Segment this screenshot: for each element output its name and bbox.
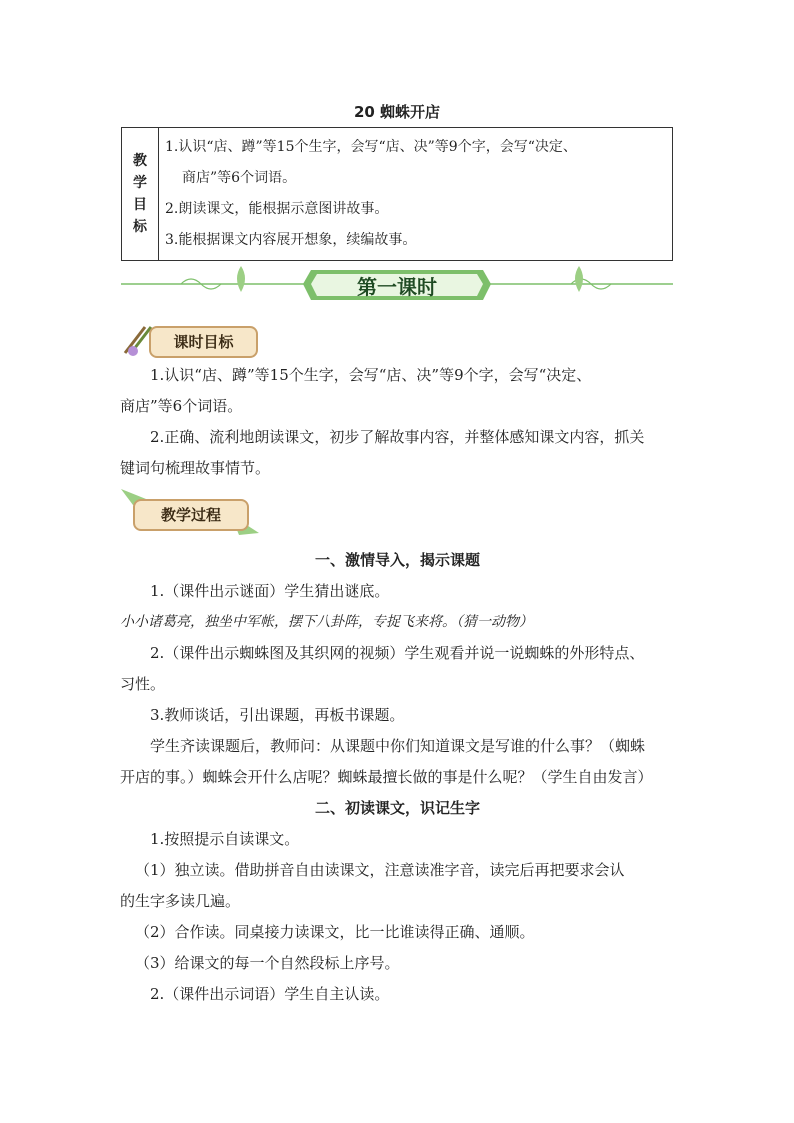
paragraph-line: 商店”等6个词语。 — [120, 397, 243, 415]
paragraph-line: （2）合作读。同桌接力读课文，比一比谁读得正确、通顺。 — [135, 923, 535, 941]
paragraph-line: （3）给课文的每一个自然段标上序号。 — [135, 954, 400, 972]
leaf-icon — [575, 266, 583, 292]
paragraph-line: 2.（课件出示词语）学生自主认读。 — [150, 985, 390, 1003]
lesson-title: 20 蜘蛛开店 — [353, 103, 441, 121]
goals-label-cell — [122, 128, 159, 261]
lesson-goals-badge — [121, 323, 256, 357]
goals-label-char: 教 — [133, 153, 147, 169]
goal-item: 商店”等6个词语。 — [182, 170, 297, 186]
lesson-goals-badge-label: 课时目标 — [173, 333, 234, 351]
paragraph-line: 1.按照提示自读课文。 — [150, 830, 300, 848]
goal-item: 1.认识“店、蹲”等15个生字，会写“店、决”等9个字，会写“决定、 — [165, 139, 577, 155]
paragraph-line: 开店的事。）蜘蛛会开什么店呢？蜘蛛最擅长做的事是什么呢？（学生自由发言） — [120, 768, 653, 786]
paragraph-line: 2.（课件出示蜘蛛图及其织网的视频）学生观看并说一说蜘蛛的外形特点、 — [150, 644, 645, 662]
section-heading: 二、初读课文，识记生字 — [314, 799, 480, 817]
paragraph-line: 2.正确、流利地朗读课文，初步了解故事内容，并整体感知课文内容，抓关 — [150, 428, 645, 446]
paragraph-line: 3.教师谈话，引出课题，再板书课题。 — [150, 706, 405, 724]
riddle-line: 小小诸葛亮，独坐中军帐，摆下八卦阵，专捉飞来将。（猜一动物） — [120, 614, 533, 630]
teaching-goals-table — [121, 127, 673, 261]
section-2 — [120, 793, 675, 1010]
paragraph-line: 的生字多读几遍。 — [120, 892, 241, 910]
goals-label-char: 目 — [133, 197, 147, 213]
goals-label-char: 标 — [133, 219, 147, 235]
section-1 — [120, 545, 675, 793]
lesson-period-banner — [121, 262, 673, 306]
paragraph-line: 习性。 — [120, 675, 166, 693]
goals-list-cell — [159, 128, 673, 261]
section-heading: 一、激情导入，揭示课题 — [314, 551, 480, 569]
goal-item: 2.朗读课文，能根据示意图讲故事。 — [165, 201, 389, 217]
paragraph-line: 1.（课件出示谜面）学生猜出谜底。 — [150, 582, 390, 600]
banner-label: 第一课时 — [357, 275, 437, 299]
paragraph-line: （1）独立读。借助拼音自由读课文，注意读准字音，读完后再把要求会认 — [135, 861, 625, 879]
teaching-process-badge-label: 教学过程 — [160, 506, 221, 524]
goals-label-char: 学 — [133, 175, 147, 191]
paragraph-line: 键词句梳理故事情节。 — [120, 459, 271, 477]
paragraph-line: 学生齐读课题后，教师问：从课题中你们知道课文是写谁的什么事？（蜘蛛 — [150, 737, 646, 755]
teaching-process-badge — [121, 487, 261, 539]
lesson-goals-text — [120, 360, 675, 484]
leaf-icon — [237, 266, 245, 292]
paragraph-line: 1.认识“店、蹲”等15个生字，会写“店、决”等9个字，会写“决定、 — [150, 366, 592, 384]
goal-item: 3.能根据课文内容展开想象，续编故事。 — [165, 232, 417, 248]
